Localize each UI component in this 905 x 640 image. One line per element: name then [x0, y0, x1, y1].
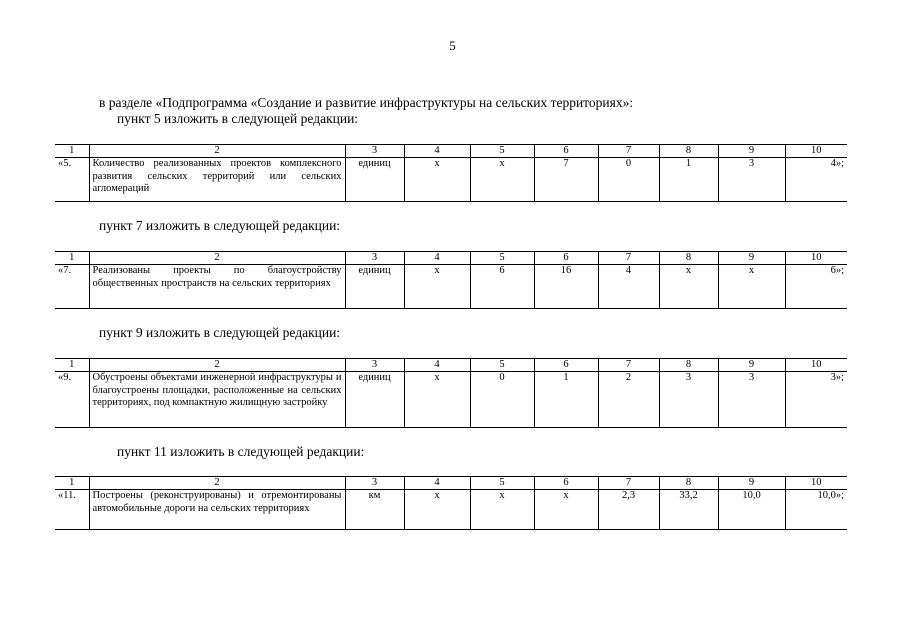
col-header: 10: [785, 252, 847, 265]
value-cell: х: [404, 265, 470, 309]
col-header: 10: [785, 359, 847, 372]
intro-line: в разделе «Подпрограмма «Создание и развитие инфраструктуры на сельских территориях»:: [99, 95, 634, 110]
table-header-row: [55, 145, 847, 158]
value-cell: 3: [718, 158, 785, 202]
col-header: 2: [89, 477, 345, 490]
col-header: 1: [55, 145, 89, 158]
value-cell: 10,0: [718, 490, 785, 530]
table-header-row: [55, 252, 847, 265]
section-heading-5: пункт 5 изложить в следующей редакции:: [117, 111, 359, 126]
col-header: 3: [345, 477, 404, 490]
col-header: 4: [404, 252, 470, 265]
table-item-7: [55, 251, 847, 309]
col-header: 5: [470, 252, 534, 265]
indicator-name: Построены (реконструированы) и отремонтированы автомобильные дороги на сельских территориях: [89, 490, 345, 530]
col-header: 9: [718, 252, 785, 265]
table-row: [55, 490, 847, 530]
table-row: [55, 158, 847, 202]
page-number: 5: [449, 38, 456, 53]
value-cell: 0: [598, 158, 659, 202]
section-heading-7: пункт 7 изложить в следующей редакции:: [99, 218, 341, 233]
value-cell: 10,0»;: [785, 490, 847, 530]
section-heading-9: пункт 9 изложить в следующей редакции:: [99, 325, 341, 340]
col-header: 6: [534, 145, 598, 158]
col-header: 7: [598, 359, 659, 372]
indicator-name: Обустроены объектами инженерной инфраструктуры и благоустроены площадки, расположенные на сельских территориях, под компактную жилищную застройку: [89, 372, 345, 428]
value-cell: 7: [534, 158, 598, 202]
col-header: 1: [55, 477, 89, 490]
col-header: 10: [785, 477, 847, 490]
unit-cell: единиц: [345, 372, 404, 428]
value-cell: 4: [598, 265, 659, 309]
col-header: 2: [89, 359, 345, 372]
col-header: 8: [659, 252, 718, 265]
value-cell: 6»;: [785, 265, 847, 309]
value-cell: х: [404, 158, 470, 202]
table-item-5: [55, 144, 847, 202]
col-header: 1: [55, 359, 89, 372]
row-number: «5.: [55, 158, 89, 202]
row-number: «11.: [55, 490, 89, 530]
value-cell: 6: [470, 265, 534, 309]
value-cell: х: [534, 490, 598, 530]
value-cell: 3: [718, 372, 785, 428]
col-header: 4: [404, 359, 470, 372]
section-heading-11: пункт 11 изложить в следующей редакции:: [117, 444, 365, 459]
col-header: 7: [598, 145, 659, 158]
col-header: 6: [534, 252, 598, 265]
value-cell: 1: [534, 372, 598, 428]
col-header: 6: [534, 477, 598, 490]
indicator-name: Количество реализованных проектов комплексного развития сельских территорий или сельских агломераций: [89, 158, 345, 202]
value-cell: 1: [659, 158, 718, 202]
table-row: [55, 265, 847, 309]
col-header: 1: [55, 252, 89, 265]
value-cell: 4»;: [785, 158, 847, 202]
value-cell: х: [470, 158, 534, 202]
col-header: 8: [659, 477, 718, 490]
col-header: 3: [345, 145, 404, 158]
value-cell: 33,2: [659, 490, 718, 530]
value-cell: х: [659, 265, 718, 309]
col-header: 5: [470, 145, 534, 158]
col-header: 9: [718, 145, 785, 158]
col-header: 2: [89, 252, 345, 265]
value-cell: 3: [659, 372, 718, 428]
row-number: «7.: [55, 265, 89, 309]
col-header: 6: [534, 359, 598, 372]
col-header: 4: [404, 477, 470, 490]
table-item-11: [55, 476, 847, 530]
value-cell: 2,3: [598, 490, 659, 530]
table-item-9: [55, 358, 847, 428]
value-cell: 16: [534, 265, 598, 309]
value-cell: х: [404, 490, 470, 530]
col-header: 7: [598, 477, 659, 490]
value-cell: х: [404, 372, 470, 428]
value-cell: 0: [470, 372, 534, 428]
value-cell: х: [470, 490, 534, 530]
table-header-row: [55, 359, 847, 372]
value-cell: 2: [598, 372, 659, 428]
col-header: 9: [718, 477, 785, 490]
col-header: 3: [345, 359, 404, 372]
col-header: 3: [345, 252, 404, 265]
unit-cell: единиц: [345, 158, 404, 202]
value-cell: х: [718, 265, 785, 309]
col-header: 4: [404, 145, 470, 158]
col-header: 7: [598, 252, 659, 265]
table-row: [55, 372, 847, 428]
col-header: 10: [785, 145, 847, 158]
row-number: «9.: [55, 372, 89, 428]
unit-cell: км: [345, 490, 404, 530]
unit-cell: единиц: [345, 265, 404, 309]
col-header: 2: [89, 145, 345, 158]
col-header: 8: [659, 145, 718, 158]
table-header-row: [55, 477, 847, 490]
indicator-name: Реализованы проекты по благоустройству общественных пространств на сельских территориях: [89, 265, 345, 309]
col-header: 8: [659, 359, 718, 372]
col-header: 5: [470, 477, 534, 490]
col-header: 9: [718, 359, 785, 372]
value-cell: 3»;: [785, 372, 847, 428]
col-header: 5: [470, 359, 534, 372]
